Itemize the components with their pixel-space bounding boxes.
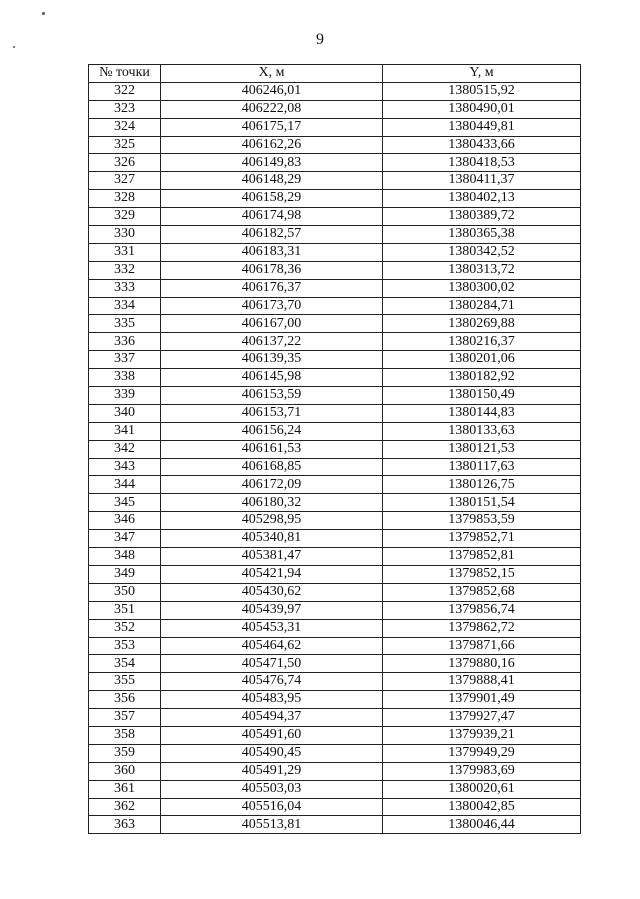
table-row <box>89 816 581 834</box>
x-coordinate-cell: 406156,24 <box>161 422 383 440</box>
point-number-cell: 330 <box>89 226 161 244</box>
point-number-cell: 337 <box>89 351 161 369</box>
y-coordinate-cell: 1379871,66 <box>383 637 581 655</box>
point-number-cell: 341 <box>89 422 161 440</box>
header-point-number: № точки <box>89 65 161 83</box>
x-coordinate-cell: 406178,36 <box>161 261 383 279</box>
table-row <box>89 691 581 709</box>
table-row <box>89 315 581 333</box>
y-coordinate-cell: 1379856,74 <box>383 601 581 619</box>
y-coordinate-cell: 1380042,85 <box>383 798 581 816</box>
x-coordinate-cell: 406222,08 <box>161 100 383 118</box>
table-body <box>89 82 581 833</box>
point-number-cell: 325 <box>89 136 161 154</box>
point-number-cell: 329 <box>89 208 161 226</box>
point-number-cell: 356 <box>89 691 161 709</box>
x-coordinate-cell: 405503,03 <box>161 780 383 798</box>
y-coordinate-cell: 1380300,02 <box>383 279 581 297</box>
x-coordinate-cell: 406137,22 <box>161 333 383 351</box>
x-coordinate-cell: 405430,62 <box>161 583 383 601</box>
y-coordinate-cell: 1380365,38 <box>383 226 581 244</box>
point-number-cell: 334 <box>89 297 161 315</box>
table-row <box>89 440 581 458</box>
x-coordinate-cell: 406182,57 <box>161 226 383 244</box>
y-coordinate-cell: 1379888,41 <box>383 673 581 691</box>
x-coordinate-cell: 405471,50 <box>161 655 383 673</box>
point-number-cell: 335 <box>89 315 161 333</box>
point-number-cell: 344 <box>89 476 161 494</box>
point-number-cell: 351 <box>89 601 161 619</box>
y-coordinate-cell: 1380490,01 <box>383 100 581 118</box>
table-row <box>89 762 581 780</box>
point-number-cell: 348 <box>89 548 161 566</box>
x-coordinate-cell: 405340,81 <box>161 530 383 548</box>
x-coordinate-cell: 405513,81 <box>161 816 383 834</box>
x-coordinate-cell: 406180,32 <box>161 494 383 512</box>
y-coordinate-cell: 1380411,37 <box>383 172 581 190</box>
y-coordinate-cell: 1380418,53 <box>383 154 581 172</box>
table-row <box>89 351 581 369</box>
y-coordinate-cell: 1379983,69 <box>383 762 581 780</box>
y-coordinate-cell: 1380182,92 <box>383 369 581 387</box>
point-number-cell: 331 <box>89 243 161 261</box>
x-coordinate-cell: 405491,29 <box>161 762 383 780</box>
y-coordinate-cell: 1380126,75 <box>383 476 581 494</box>
y-coordinate-cell: 1380269,88 <box>383 315 581 333</box>
point-number-cell: 338 <box>89 369 161 387</box>
y-coordinate-cell: 1380150,49 <box>383 387 581 405</box>
table-row <box>89 494 581 512</box>
point-number-cell: 327 <box>89 172 161 190</box>
x-coordinate-cell: 406183,31 <box>161 243 383 261</box>
point-number-cell: 343 <box>89 458 161 476</box>
header-y-coordinate: Y, м <box>383 65 581 83</box>
y-coordinate-cell: 1380216,37 <box>383 333 581 351</box>
table-row <box>89 422 581 440</box>
point-number-cell: 340 <box>89 404 161 422</box>
table-row <box>89 744 581 762</box>
table-row <box>89 279 581 297</box>
table-row <box>89 726 581 744</box>
table-row <box>89 261 581 279</box>
x-coordinate-cell: 406173,70 <box>161 297 383 315</box>
y-coordinate-cell: 1380020,61 <box>383 780 581 798</box>
y-coordinate-cell: 1380433,66 <box>383 136 581 154</box>
y-coordinate-cell: 1380144,83 <box>383 404 581 422</box>
y-coordinate-cell: 1379939,21 <box>383 726 581 744</box>
point-number-cell: 332 <box>89 261 161 279</box>
point-number-cell: 349 <box>89 565 161 583</box>
point-number-cell: 345 <box>89 494 161 512</box>
x-coordinate-cell: 406139,35 <box>161 351 383 369</box>
table-row <box>89 208 581 226</box>
y-coordinate-cell: 1380284,71 <box>383 297 581 315</box>
point-number-cell: 339 <box>89 387 161 405</box>
point-number-cell: 346 <box>89 512 161 530</box>
x-coordinate-cell: 405494,37 <box>161 709 383 727</box>
y-coordinate-cell: 1380151,54 <box>383 494 581 512</box>
point-number-cell: 336 <box>89 333 161 351</box>
table-row <box>89 512 581 530</box>
table-row <box>89 458 581 476</box>
y-coordinate-cell: 1380342,52 <box>383 243 581 261</box>
table-row <box>89 333 581 351</box>
x-coordinate-cell: 406246,01 <box>161 82 383 100</box>
x-coordinate-cell: 405476,74 <box>161 673 383 691</box>
coordinates-table <box>88 64 581 834</box>
table-row <box>89 172 581 190</box>
table-row <box>89 583 581 601</box>
y-coordinate-cell: 1380201,06 <box>383 351 581 369</box>
y-coordinate-cell: 1380449,81 <box>383 118 581 136</box>
y-coordinate-cell: 1379880,16 <box>383 655 581 673</box>
point-number-cell: 354 <box>89 655 161 673</box>
table-row <box>89 154 581 172</box>
table-row <box>89 369 581 387</box>
point-number-cell: 322 <box>89 82 161 100</box>
table-row <box>89 655 581 673</box>
x-coordinate-cell: 406175,17 <box>161 118 383 136</box>
table-row <box>89 530 581 548</box>
x-coordinate-cell: 406153,71 <box>161 404 383 422</box>
point-number-cell: 357 <box>89 709 161 727</box>
y-coordinate-cell: 1380389,72 <box>383 208 581 226</box>
x-coordinate-cell: 405491,60 <box>161 726 383 744</box>
y-coordinate-cell: 1379862,72 <box>383 619 581 637</box>
table-row <box>89 136 581 154</box>
y-coordinate-cell: 1379927,47 <box>383 709 581 727</box>
y-coordinate-cell: 1379852,15 <box>383 565 581 583</box>
point-number-cell: 353 <box>89 637 161 655</box>
y-coordinate-cell: 1379901,49 <box>383 691 581 709</box>
point-number-cell: 342 <box>89 440 161 458</box>
table-row <box>89 565 581 583</box>
table-row <box>89 601 581 619</box>
x-coordinate-cell: 406149,83 <box>161 154 383 172</box>
point-number-cell: 359 <box>89 744 161 762</box>
x-coordinate-cell: 406148,29 <box>161 172 383 190</box>
y-coordinate-cell: 1380133,63 <box>383 422 581 440</box>
x-coordinate-cell: 405381,47 <box>161 548 383 566</box>
point-number-cell: 362 <box>89 798 161 816</box>
table-row <box>89 476 581 494</box>
x-coordinate-cell: 405421,94 <box>161 565 383 583</box>
table-row <box>89 118 581 136</box>
table-row <box>89 297 581 315</box>
x-coordinate-cell: 406167,00 <box>161 315 383 333</box>
y-coordinate-cell: 1380515,92 <box>383 82 581 100</box>
x-coordinate-cell: 405483,95 <box>161 691 383 709</box>
table-row <box>89 780 581 798</box>
y-coordinate-cell: 1379853,59 <box>383 512 581 530</box>
scan-speck <box>42 12 45 15</box>
table-row <box>89 100 581 118</box>
point-number-cell: 363 <box>89 816 161 834</box>
table-row <box>89 637 581 655</box>
y-coordinate-cell: 1379852,68 <box>383 583 581 601</box>
x-coordinate-cell: 406162,26 <box>161 136 383 154</box>
table-row <box>89 226 581 244</box>
x-coordinate-cell: 405516,04 <box>161 798 383 816</box>
page-number: 9 <box>316 31 324 48</box>
table-row <box>89 404 581 422</box>
x-coordinate-cell: 406153,59 <box>161 387 383 405</box>
x-coordinate-cell: 405298,95 <box>161 512 383 530</box>
y-coordinate-cell: 1379949,29 <box>383 744 581 762</box>
point-number-cell: 328 <box>89 190 161 208</box>
y-coordinate-cell: 1380313,72 <box>383 261 581 279</box>
point-number-cell: 360 <box>89 762 161 780</box>
y-coordinate-cell: 1380046,44 <box>383 816 581 834</box>
x-coordinate-cell: 405490,45 <box>161 744 383 762</box>
point-number-cell: 350 <box>89 583 161 601</box>
table-row <box>89 243 581 261</box>
x-coordinate-cell: 406145,98 <box>161 369 383 387</box>
point-number-cell: 333 <box>89 279 161 297</box>
point-number-cell: 324 <box>89 118 161 136</box>
x-coordinate-cell: 406174,98 <box>161 208 383 226</box>
table-row <box>89 190 581 208</box>
table-row <box>89 709 581 727</box>
x-coordinate-cell: 406176,37 <box>161 279 383 297</box>
point-number-cell: 352 <box>89 619 161 637</box>
point-number-cell: 323 <box>89 100 161 118</box>
point-number-cell: 326 <box>89 154 161 172</box>
x-coordinate-cell: 406172,09 <box>161 476 383 494</box>
point-number-cell: 347 <box>89 530 161 548</box>
y-coordinate-cell: 1379852,81 <box>383 548 581 566</box>
x-coordinate-cell: 405439,97 <box>161 601 383 619</box>
point-number-cell: 361 <box>89 780 161 798</box>
x-coordinate-cell: 406158,29 <box>161 190 383 208</box>
point-number-cell: 355 <box>89 673 161 691</box>
header-x-coordinate: X, м <box>161 65 383 83</box>
x-coordinate-cell: 405464,62 <box>161 637 383 655</box>
table-row <box>89 798 581 816</box>
y-coordinate-cell: 1380117,63 <box>383 458 581 476</box>
table-header-row <box>89 65 581 83</box>
x-coordinate-cell: 405453,31 <box>161 619 383 637</box>
table-row <box>89 548 581 566</box>
y-coordinate-cell: 1380121,53 <box>383 440 581 458</box>
table-row <box>89 673 581 691</box>
table-row <box>89 82 581 100</box>
x-coordinate-cell: 406168,85 <box>161 458 383 476</box>
table-row <box>89 387 581 405</box>
table-row <box>89 619 581 637</box>
point-number-cell: 358 <box>89 726 161 744</box>
y-coordinate-cell: 1379852,71 <box>383 530 581 548</box>
x-coordinate-cell: 406161,53 <box>161 440 383 458</box>
y-coordinate-cell: 1380402,13 <box>383 190 581 208</box>
